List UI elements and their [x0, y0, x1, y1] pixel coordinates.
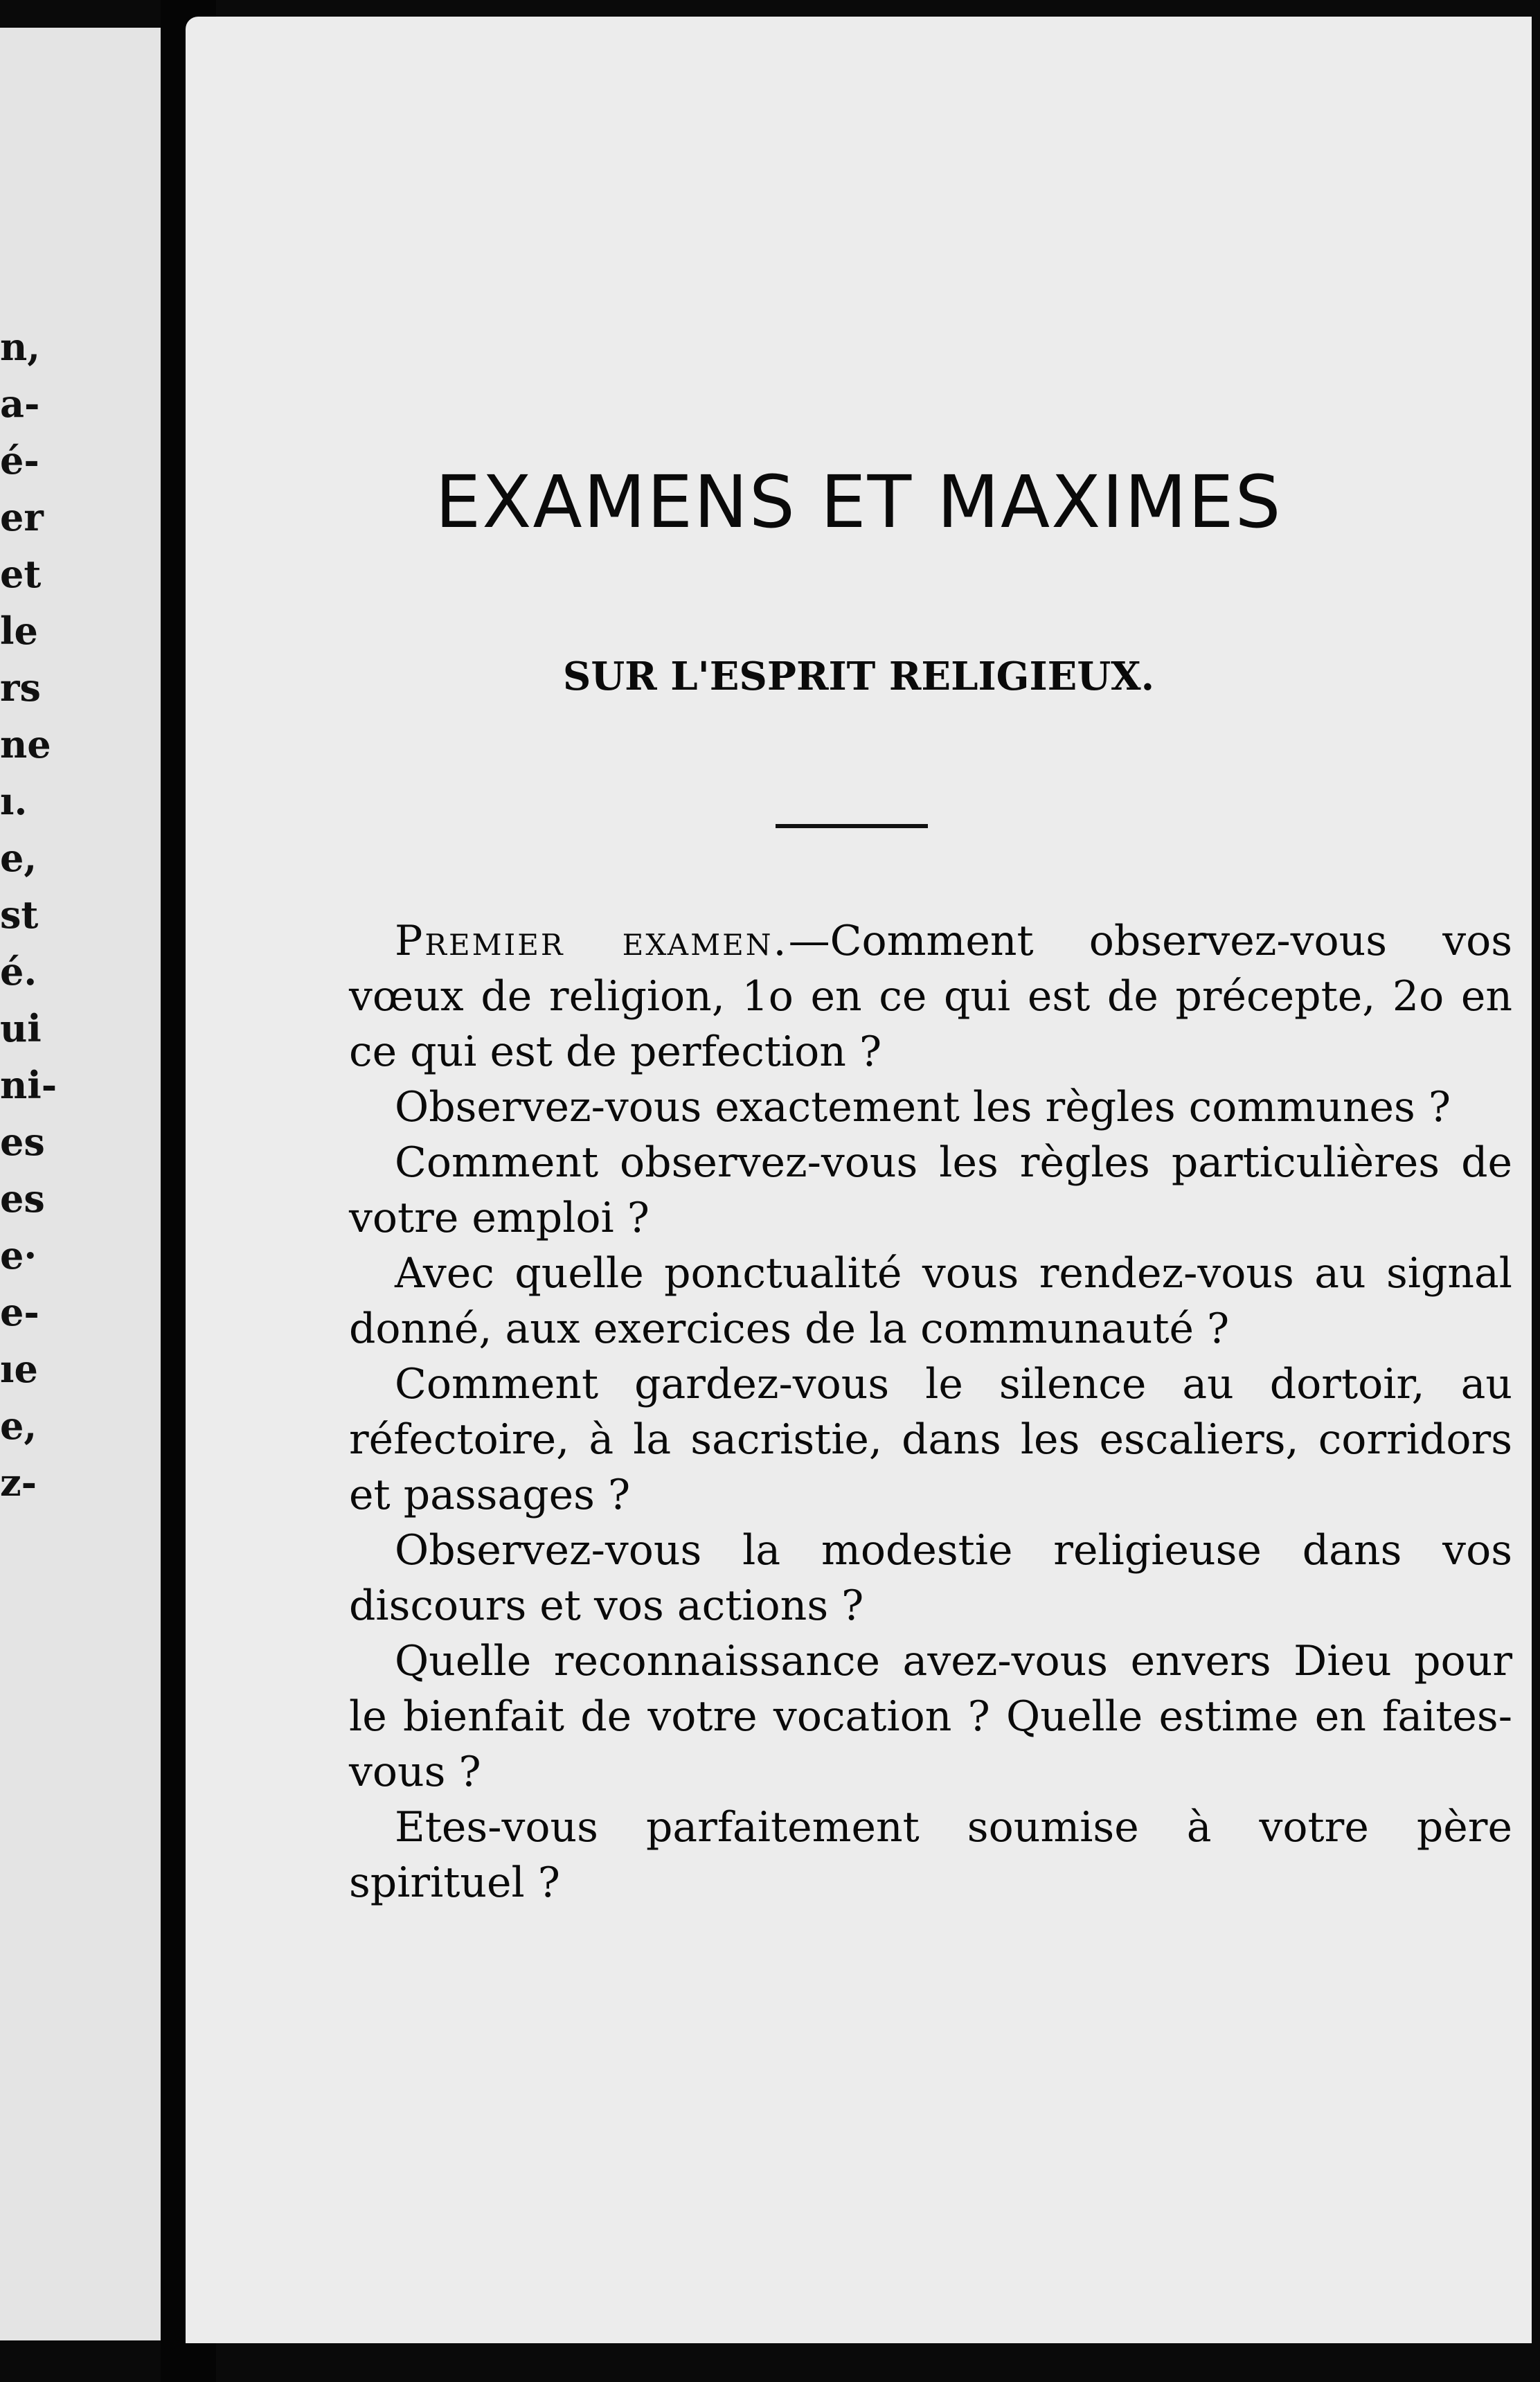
left-fragment: e· [0, 1233, 37, 1278]
left-fragment: ne [0, 722, 51, 767]
paragraph-text: Quelle reconnaissance avez-vous envers Dieu pour le bienfait de votre vocation ? Quelle estime en faites-vous ? [349, 1637, 1512, 1796]
paragraph [349, 1080, 1512, 1135]
left-fragment: ni- [0, 1063, 57, 1107]
page-subtitle: SUR L'ESPRIT RELIGIEUX. [562, 654, 1155, 699]
left-fragment: a- [0, 382, 40, 426]
paragraph [349, 1523, 1512, 1633]
paragraph-text: Observez-vous exactement les règles communes ? [395, 1083, 1451, 1131]
left-fragment: er [0, 495, 44, 539]
paragraph [349, 1356, 1512, 1523]
paragraph-text: Comment observez-vous les règles particulières de votre emploi ? [349, 1138, 1512, 1242]
paragraph-text: Observez-vous la modestie religieuse dans vos discours et vos actions ? [349, 1526, 1512, 1630]
left-fragment: rs [0, 665, 41, 710]
paragraph [349, 1800, 1512, 1910]
main-page [186, 17, 1532, 2343]
left-fragment: é- [0, 438, 39, 483]
paragraph-text: Etes-vous parfaitement soumise à votre père spirituel ? [349, 1803, 1512, 1907]
paragraph [349, 1633, 1512, 1800]
section-lead: Premier examen. [395, 917, 789, 965]
left-fragment: ıe [0, 1347, 38, 1391]
left-page-text-fragments [0, 319, 69, 1511]
title-divider [776, 824, 928, 828]
left-fragment: le [0, 609, 38, 653]
left-fragment: es [0, 1176, 45, 1221]
paragraph-text: Avec quelle ponctualité vous rendez-vous au signal donné, aux exercices de la communauté ? [349, 1249, 1512, 1353]
left-fragment: es [0, 1120, 45, 1164]
paragraph-text: —Comment observez-vous vos vœux de religion, 1o en ce qui est de précepte, 2o en ce qui est de perfection ? [349, 917, 1512, 1076]
body-text [349, 913, 1512, 1910]
paragraph [349, 1246, 1512, 1356]
left-fragment: ı. [0, 779, 28, 823]
paragraph [349, 913, 1512, 1080]
left-fragment: z- [0, 1460, 37, 1505]
left-fragment: ui [0, 1006, 42, 1050]
left-fragment: e, [0, 836, 37, 880]
left-fragment: e, [0, 1404, 37, 1448]
left-page [0, 28, 161, 2340]
left-fragment: st [0, 893, 39, 937]
paragraph [349, 1135, 1512, 1246]
left-fragment: n, [0, 325, 41, 369]
left-fragment: et [0, 552, 42, 596]
page-title: EXAMENS ET MAXIMES [435, 460, 1282, 544]
left-fragment: é. [0, 949, 37, 994]
paragraph-text: Comment gardez-vous le silence au dortoir, au réfectoire, à la sacristie, dans les escaliers, corridors et passages ? [349, 1360, 1512, 1519]
left-fragment: e- [0, 1290, 39, 1334]
